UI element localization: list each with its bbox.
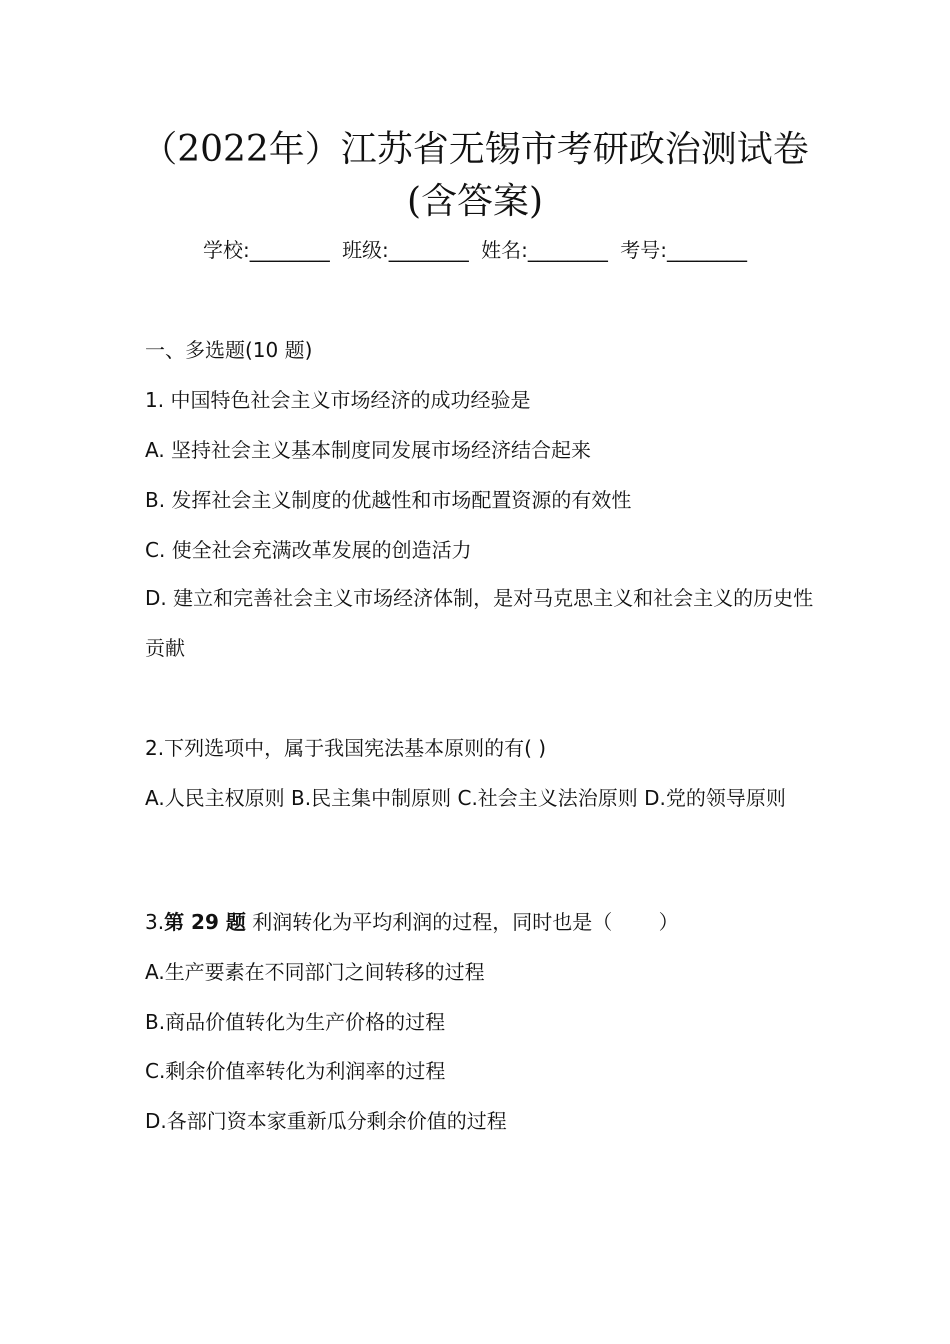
question-3-number: 3. bbox=[145, 910, 165, 934]
section-heading: 一、多选题(10 题) bbox=[145, 338, 313, 362]
question-3-text: 利润转化为平均利润的过程，同时也是（ ） bbox=[245, 910, 679, 934]
question-1-stem: 1. 中国特色社会主义市场经济的成功经验是 bbox=[145, 388, 531, 412]
question-3-stem bbox=[145, 908, 825, 936]
question-1-option-a: A. 坚持社会主义基本制度同发展市场经济结合起来 bbox=[145, 438, 592, 462]
exam-number-field[interactable]: 考号:________ bbox=[620, 238, 748, 262]
question-2-options: A.人民主权原则 B.民主集中制原则 C.社会主义法治原则 D.党的领导原则 bbox=[145, 786, 786, 810]
question-1-option-c: C. 使全社会充满改革发展的创造活力 bbox=[145, 538, 472, 562]
question-1-option-d: D. 建立和完善社会主义市场经济体制，是对马克思主义和社会主义的历史性贡献 bbox=[145, 586, 814, 660]
question-3-option-c: C.剩余价值率转化为利润率的过程 bbox=[145, 1059, 446, 1083]
question-3-option-a: A.生产要素在不同部门之间转移的过程 bbox=[145, 960, 485, 984]
student-info-fields bbox=[0, 236, 950, 264]
question-1-option-b: B. 发挥社会主义制度的优越性和市场配置资源的有效性 bbox=[145, 488, 632, 512]
name-field[interactable]: 姓名:________ bbox=[481, 238, 608, 262]
exam-title-line-2: (含答案) bbox=[406, 181, 544, 222]
question-3-option-b: B.商品价值转化为生产价格的过程 bbox=[145, 1010, 446, 1034]
question-3-option-d: D.各部门资本家重新瓜分剩余价值的过程 bbox=[145, 1109, 507, 1133]
exam-title-line-1: （2022年）江苏省无锡市考研政治测试卷 bbox=[141, 129, 809, 170]
class-field[interactable]: 班级:________ bbox=[342, 238, 469, 262]
question-2-stem: 2.下列选项中，属于我国宪法基本原则的有( ) bbox=[145, 736, 547, 760]
question-3-label: 第 29 题 bbox=[164, 910, 246, 934]
school-field[interactable]: 学校:________ bbox=[202, 238, 330, 262]
